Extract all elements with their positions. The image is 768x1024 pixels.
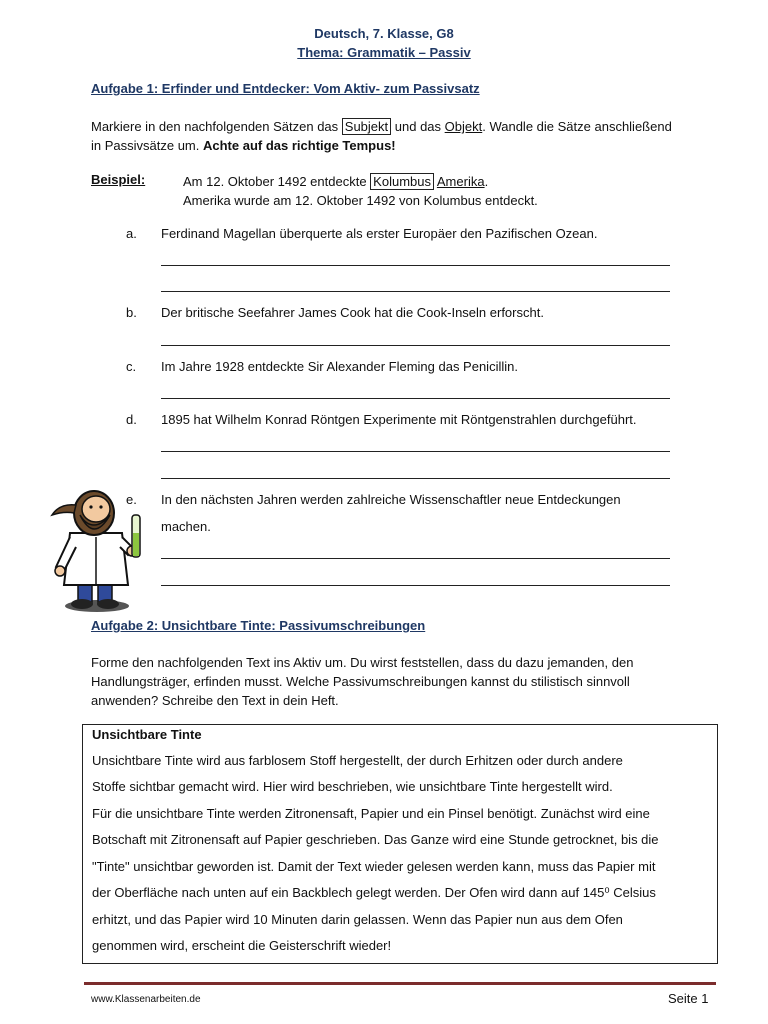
header-topic: Thema: Grammatik – Passiv — [297, 45, 471, 60]
answer-line[interactable] — [161, 398, 670, 399]
instr-text: und das — [391, 119, 445, 134]
answer-line[interactable] — [161, 451, 670, 452]
item-sentence: Ferdinand Magellan überquerte als erster Europäer den Pazifischen Ozean. — [161, 226, 598, 241]
item-sentence: Der britische Seefahrer James Cook hat die Cook-Inseln erforscht. — [161, 305, 544, 320]
header-subject: Deutsch, 7. Klasse, G8 — [314, 26, 454, 41]
example-object: Amerika — [436, 174, 485, 189]
example-subject: Kolumbus — [370, 173, 434, 190]
instr-text: Markiere in den nachfolgenden Sätzen das — [91, 119, 342, 134]
answer-line[interactable] — [161, 265, 670, 266]
example-text: . — [484, 174, 489, 189]
text-box-line: Botschaft mit Zitronensaft auf Papier geschrieben. Das Ganze wird eine Stunde getrocknet, bis die — [92, 832, 659, 847]
objekt-marker: Objekt — [444, 119, 483, 134]
item-sentence: In den nächsten Jahren werden zahlreiche Wissenschaftler neue Entdeckungen — [161, 492, 621, 507]
text-box-line: Stoffe sichtbar gemacht wird. Hier wird beschrieben, wie unsichtbare Tinte hergestellt wird. — [92, 779, 613, 794]
item-label: a. — [126, 226, 137, 241]
answer-line[interactable] — [161, 585, 670, 586]
item-sentence: 1895 hat Wilhelm Konrad Röntgen Experimente mit Röntgenstrahlen durchgeführt. — [161, 412, 637, 427]
item-label: b. — [126, 305, 137, 320]
text-box-line: Unsichtbare Tinte wird aus farblosem Stoff hergestellt, der durch Erhitzen oder durch andere — [92, 753, 623, 768]
task2-instructions — [91, 653, 731, 710]
text-box-line: erhitzt, und das Papier wird 10 Minuten darin gelassen. Wenn das Papier nun aus dem Ofen — [92, 912, 623, 927]
instr-emphasis: Achte auf das richtige Tempus! — [203, 138, 396, 153]
text-box-line: genommen wird, erscheint die Geisterschrift wieder! — [92, 938, 392, 953]
text-box-line: der Oberfläche nach unten auf ein Backblech gelegt werden. Der Ofen wird dann auf 145⁰ Celsius — [92, 885, 656, 900]
task1-instructions — [91, 117, 731, 155]
instr-text: in Passivsätze um. — [91, 138, 203, 153]
text-box-title: Unsichtbare Tinte — [92, 727, 202, 742]
item-sentence: Im Jahre 1928 entdeckte Sir Alexander Fleming das Penicillin. — [161, 359, 518, 374]
answer-line[interactable] — [161, 478, 670, 479]
instr-line: Handlungsträger, erfinden musst. Welche Passivumschreibungen kannst du stilistisch sinnvoll — [91, 674, 630, 689]
item-label: d. — [126, 412, 137, 427]
instr-line: anwenden? Schreibe den Text in dein Heft. — [91, 693, 339, 708]
text-box-line: "Tinte" unsichtbar geworden ist. Damit der Text wieder gelesen werden kann, muss das Papier mit — [92, 859, 656, 874]
footer-website[interactable]: www.Klassenarbeiten.de — [91, 994, 201, 1005]
item-label: e. — [126, 492, 137, 507]
example-sentence — [183, 172, 538, 210]
task2-title: Aufgabe 2: Unsichtbare Tinte: Passivumschreibungen — [91, 618, 426, 633]
page-number: Seite 1 — [668, 991, 709, 1006]
task1-title: Aufgabe 1: Erfinder und Entdecker: Vom Aktiv- zum Passivsatz — [91, 81, 480, 96]
footer-rule — [84, 982, 716, 985]
scientist-illustration — [42, 485, 150, 615]
item-sentence-cont: machen. — [161, 519, 211, 534]
answer-line[interactable] — [161, 291, 670, 292]
example-text: Am 12. Oktober 1492 entdeckte — [183, 174, 371, 189]
example-passive: Amerika wurde am 12. Oktober 1492 von Kolumbus entdeckt. — [183, 193, 538, 208]
answer-line[interactable] — [161, 345, 670, 346]
instr-text: . Wandle die Sätze anschließend — [482, 119, 672, 134]
text-box-line: Für die unsichtbare Tinte werden Zitronensaft, Papier und ein Pinsel benötigt. Zunächst wird eine — [92, 806, 650, 821]
item-label: c. — [126, 359, 137, 374]
answer-line[interactable] — [161, 558, 670, 559]
instr-line: Forme den nachfolgenden Text ins Aktiv um. Du wirst feststellen, dass du dazu jemanden, den — [91, 655, 634, 670]
example-label: Beispiel: — [91, 172, 146, 187]
subjekt-marker: Subjekt — [342, 118, 391, 135]
